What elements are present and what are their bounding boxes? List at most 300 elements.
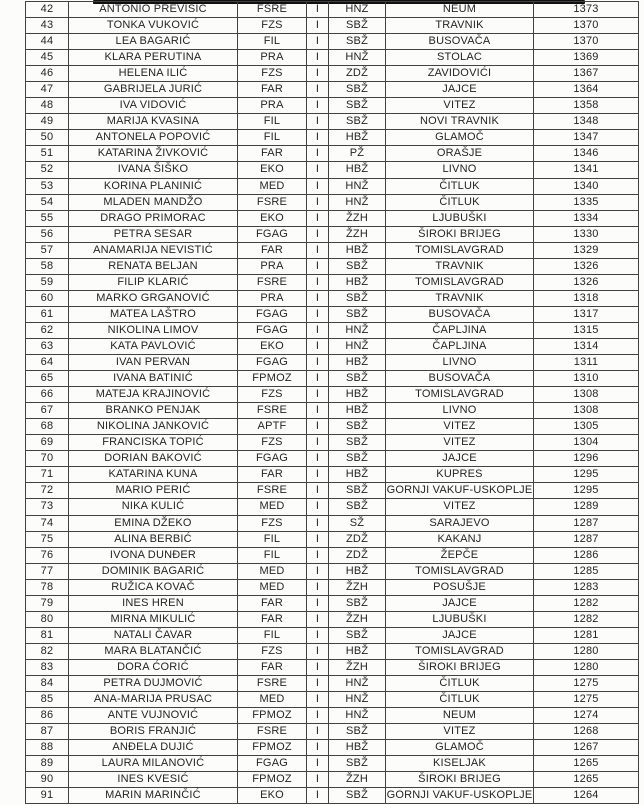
cell-year: I [307, 290, 329, 306]
cell-name: KORINA PLANINIĆ [69, 178, 238, 194]
cell-faculty: FPMOZ [238, 371, 307, 387]
cell-city: LIVNO [386, 355, 534, 371]
cell-points: 1285 [534, 563, 639, 579]
cell-faculty: FGAG [238, 355, 307, 371]
cell-faculty: FIL [238, 114, 307, 130]
cell-points: 1347 [534, 130, 639, 146]
cell-points: 1329 [534, 242, 639, 258]
cell-name: MARIN MARINČIĆ [69, 788, 238, 804]
cell-name: PETRA DUJMOVIĆ [69, 675, 238, 691]
cell-city: ČITLUK [386, 692, 534, 708]
cell-canton: HNŽ [329, 50, 386, 66]
cell-faculty: FZS [238, 66, 307, 82]
cell-year: I [307, 772, 329, 788]
cell-name: ANTONELA POPOVIĆ [69, 130, 238, 146]
cell-canton: SBŽ [329, 627, 386, 643]
table-row [26, 627, 639, 643]
cell-city: NOVI TRAVNIK [386, 114, 534, 130]
cell-year: I [307, 18, 329, 34]
cell-city: JAJCE [386, 451, 534, 467]
cell-name: DOMINIK BAGARIĆ [69, 563, 238, 579]
cell-points: 1280 [534, 643, 639, 659]
cell-points: 1346 [534, 146, 639, 162]
cell-canton: SŽ [329, 515, 386, 531]
cell-name: NIKOLINA JANKOVIĆ [69, 419, 238, 435]
cell-year: I [307, 162, 329, 178]
cell-name: MARIO PERIĆ [69, 483, 238, 499]
cell-points: 1274 [534, 708, 639, 724]
cell-canton: ŽZH [329, 772, 386, 788]
cell-canton: HBŽ [329, 643, 386, 659]
table-row [26, 692, 639, 708]
cell-rank: 81 [26, 627, 69, 643]
cell-points: 1367 [534, 66, 639, 82]
cell-points: 1348 [534, 114, 639, 130]
cell-city: JAJCE [386, 627, 534, 643]
cell-rank: 42 [26, 2, 69, 18]
cell-name: LEA BAGARIĆ [69, 34, 238, 50]
cell-city: ČAPLJINA [386, 338, 534, 354]
cell-name: RENATA BELJAN [69, 258, 238, 274]
cell-rank: 88 [26, 740, 69, 756]
cell-rank: 61 [26, 306, 69, 322]
table-row [26, 66, 639, 82]
cell-city: BUSOVAČA [386, 371, 534, 387]
cell-year: I [307, 467, 329, 483]
cell-city: ŠIROKI BRIJEG [386, 772, 534, 788]
cell-canton: SBŽ [329, 788, 386, 804]
table-row [26, 98, 639, 114]
cell-city: ČITLUK [386, 675, 534, 691]
table-row [26, 274, 639, 290]
cell-year: I [307, 371, 329, 387]
cell-year: I [307, 435, 329, 451]
cell-faculty: FIL [238, 531, 307, 547]
table-row [26, 130, 639, 146]
cell-rank: 82 [26, 643, 69, 659]
cell-points: 1296 [534, 451, 639, 467]
cell-year: I [307, 178, 329, 194]
cell-year: I [307, 643, 329, 659]
cell-name: ANTONIO PREVIŠIĆ [69, 2, 238, 18]
cell-year: I [307, 675, 329, 691]
cell-city: LIVNO [386, 403, 534, 419]
cell-points: 1304 [534, 435, 639, 451]
cell-year: I [307, 483, 329, 499]
cell-year: I [307, 2, 329, 18]
cell-canton: PŽ [329, 146, 386, 162]
cell-rank: 84 [26, 675, 69, 691]
cell-name: KATARINA KUNA [69, 467, 238, 483]
cell-faculty: PRA [238, 50, 307, 66]
cell-city: NEUM [386, 2, 534, 18]
cell-canton: ZDŽ [329, 531, 386, 547]
cell-year: I [307, 50, 329, 66]
table-row [26, 210, 639, 226]
cell-faculty: FGAG [238, 322, 307, 338]
cell-rank: 56 [26, 226, 69, 242]
cell-name: BORIS FRANJIĆ [69, 724, 238, 740]
cell-rank: 80 [26, 611, 69, 627]
cell-city: ŽEPČE [386, 547, 534, 563]
cell-canton: HNŽ [329, 194, 386, 210]
cell-canton: HBŽ [329, 563, 386, 579]
cell-faculty: FGAG [238, 451, 307, 467]
cell-city: ŠIROKI BRIJEG [386, 659, 534, 675]
cell-rank: 76 [26, 547, 69, 563]
cell-points: 1267 [534, 740, 639, 756]
table-row [26, 467, 639, 483]
table-row [26, 162, 639, 178]
cell-points: 1317 [534, 306, 639, 322]
cell-rank: 45 [26, 50, 69, 66]
cell-canton: SBŽ [329, 724, 386, 740]
table-row [26, 34, 639, 50]
cell-points: 1308 [534, 387, 639, 403]
cell-faculty: FAR [238, 595, 307, 611]
cell-canton: SBŽ [329, 419, 386, 435]
cell-points: 1265 [534, 756, 639, 772]
cell-rank: 69 [26, 435, 69, 451]
cell-points: 1340 [534, 178, 639, 194]
cell-year: I [307, 82, 329, 98]
cell-year: I [307, 242, 329, 258]
cell-faculty: FIL [238, 34, 307, 50]
cell-points: 1326 [534, 258, 639, 274]
cell-name: NATALI ČAVAR [69, 627, 238, 643]
cell-city: GORNJI VAKUF-USKOPLJE [386, 788, 534, 804]
cell-name: MIRNA MIKULIĆ [69, 611, 238, 627]
cell-canton: HNŽ [329, 178, 386, 194]
cell-points: 1311 [534, 355, 639, 371]
cell-name: KLARA PERUTINA [69, 50, 238, 66]
cell-faculty: FSRE [238, 724, 307, 740]
cell-rank: 78 [26, 579, 69, 595]
cell-canton: SBŽ [329, 435, 386, 451]
cell-city: VITEZ [386, 98, 534, 114]
cell-canton: SBŽ [329, 98, 386, 114]
cell-year: I [307, 419, 329, 435]
cell-faculty: FGAG [238, 226, 307, 242]
cell-city: TOMISLAVGRAD [386, 242, 534, 258]
cell-city: LJUBUŠKI [386, 611, 534, 627]
cell-year: I [307, 338, 329, 354]
cell-points: 1364 [534, 82, 639, 98]
cell-faculty: FIL [238, 130, 307, 146]
cell-canton: ZDŽ [329, 547, 386, 563]
cell-name: NIKA KULIĆ [69, 499, 238, 515]
cell-faculty: FSRE [238, 483, 307, 499]
cell-name: DRAGO PRIMORAC [69, 210, 238, 226]
cell-rank: 46 [26, 66, 69, 82]
table-row [26, 419, 639, 435]
cell-rank: 57 [26, 242, 69, 258]
cell-points: 1330 [534, 226, 639, 242]
table-row [26, 82, 639, 98]
cell-city: POSUŠJE [386, 579, 534, 595]
cell-city: VITEZ [386, 419, 534, 435]
cell-canton: SBŽ [329, 18, 386, 34]
cell-points: 1295 [534, 483, 639, 499]
cell-city: LJUBUŠKI [386, 210, 534, 226]
cell-canton: SBŽ [329, 499, 386, 515]
cell-name: MATEJA KRAJINOVIĆ [69, 387, 238, 403]
cell-points: 1326 [534, 274, 639, 290]
cell-canton: HNŽ [329, 675, 386, 691]
cell-points: 1289 [534, 499, 639, 515]
cell-points: 1268 [534, 724, 639, 740]
cell-year: I [307, 194, 329, 210]
cell-city: TRAVNIK [386, 18, 534, 34]
cell-points: 1281 [534, 627, 639, 643]
cell-faculty: FAR [238, 611, 307, 627]
cell-year: I [307, 708, 329, 724]
cell-name: DORIAN BAKOVIĆ [69, 451, 238, 467]
cell-city: ZAVIDOVIĆI [386, 66, 534, 82]
cell-faculty: PRA [238, 290, 307, 306]
cell-canton: HNŽ [329, 322, 386, 338]
cell-canton: HNŽ [329, 2, 386, 18]
cell-name: ANAMARIJA NEVISTIĆ [69, 242, 238, 258]
table-row [26, 387, 639, 403]
table-row [26, 371, 639, 387]
cell-city: STOLAC [386, 50, 534, 66]
cell-city: BUSOVAČA [386, 306, 534, 322]
cell-year: I [307, 210, 329, 226]
cell-points: 1335 [534, 194, 639, 210]
cell-points: 1282 [534, 595, 639, 611]
table-row [26, 675, 639, 691]
cell-year: I [307, 274, 329, 290]
table-row [26, 531, 639, 547]
cell-points: 1283 [534, 579, 639, 595]
cell-faculty: FSRE [238, 403, 307, 419]
table-row [26, 338, 639, 354]
cell-city: ČITLUK [386, 178, 534, 194]
cell-city: VITEZ [386, 435, 534, 451]
cell-points: 1295 [534, 467, 639, 483]
cell-city: GLAMOČ [386, 130, 534, 146]
cell-year: I [307, 306, 329, 322]
cell-rank: 50 [26, 130, 69, 146]
cell-faculty: FAR [238, 659, 307, 675]
cell-rank: 58 [26, 258, 69, 274]
cell-year: I [307, 387, 329, 403]
cell-year: I [307, 531, 329, 547]
cell-faculty: FGAG [238, 756, 307, 772]
cell-city: VITEZ [386, 499, 534, 515]
cell-city: ORAŠJE [386, 146, 534, 162]
cell-year: I [307, 322, 329, 338]
cell-year: I [307, 403, 329, 419]
cell-rank: 66 [26, 387, 69, 403]
table-row [26, 772, 639, 788]
cell-canton: SBŽ [329, 290, 386, 306]
cell-faculty: EKO [238, 210, 307, 226]
cell-rank: 65 [26, 371, 69, 387]
cell-name: ANA-MARIJA PRUSAC [69, 692, 238, 708]
cell-name: IVA VIDOVIĆ [69, 98, 238, 114]
cell-points: 1287 [534, 515, 639, 531]
cell-points: 1370 [534, 18, 639, 34]
cell-name: PETRA SESAR [69, 226, 238, 242]
cell-canton: HNŽ [329, 338, 386, 354]
cell-year: I [307, 724, 329, 740]
cell-city: TOMISLAVGRAD [386, 387, 534, 403]
cell-year: I [307, 692, 329, 708]
table-row [26, 451, 639, 467]
cell-canton: HBŽ [329, 242, 386, 258]
cell-city: TOMISLAVGRAD [386, 563, 534, 579]
table-row [26, 595, 639, 611]
cell-points: 1358 [534, 98, 639, 114]
cell-year: I [307, 515, 329, 531]
cell-name: MARIJA KVASINA [69, 114, 238, 130]
cell-name: ANĐELA DUJIĆ [69, 740, 238, 756]
ranking-table-body [26, 2, 639, 804]
cell-points: 1275 [534, 675, 639, 691]
cell-name: MLADEN MANDŽO [69, 194, 238, 210]
cell-canton: SBŽ [329, 34, 386, 50]
ranking-table [25, 1, 639, 804]
cell-rank: 75 [26, 531, 69, 547]
cell-faculty: FZS [238, 643, 307, 659]
table-row [26, 355, 639, 371]
cell-city: SARAJEVO [386, 515, 534, 531]
cell-faculty: MED [238, 499, 307, 515]
cell-faculty: MED [238, 579, 307, 595]
cell-points: 1310 [534, 371, 639, 387]
cell-rank: 73 [26, 499, 69, 515]
cell-city: GLAMOČ [386, 740, 534, 756]
cell-rank: 91 [26, 788, 69, 804]
cell-canton: SBŽ [329, 756, 386, 772]
table-row [26, 659, 639, 675]
cell-rank: 70 [26, 451, 69, 467]
cell-rank: 63 [26, 338, 69, 354]
table-row [26, 756, 639, 772]
table-row [26, 242, 639, 258]
cell-name: DORA ĆORIĆ [69, 659, 238, 675]
cell-canton: HBŽ [329, 162, 386, 178]
cell-rank: 44 [26, 34, 69, 50]
cell-faculty: FAR [238, 146, 307, 162]
cell-year: I [307, 659, 329, 675]
cell-canton: ŽZH [329, 226, 386, 242]
cell-canton: SBŽ [329, 451, 386, 467]
table-row [26, 611, 639, 627]
cell-year: I [307, 146, 329, 162]
cell-faculty: EKO [238, 788, 307, 804]
cell-year: I [307, 258, 329, 274]
cell-faculty: FSRE [238, 2, 307, 18]
cell-year: I [307, 756, 329, 772]
table-row [26, 740, 639, 756]
cell-city: BUSOVAČA [386, 34, 534, 50]
cell-points: 1373 [534, 2, 639, 18]
table-row [26, 18, 639, 34]
cell-year: I [307, 563, 329, 579]
cell-rank: 86 [26, 708, 69, 724]
cell-points: 1315 [534, 322, 639, 338]
cell-year: I [307, 611, 329, 627]
cell-canton: SBŽ [329, 483, 386, 499]
cell-canton: ŽZH [329, 579, 386, 595]
cell-name: KATARINA ŽIVKOVIĆ [69, 146, 238, 162]
cell-year: I [307, 627, 329, 643]
cell-canton: SBŽ [329, 82, 386, 98]
cell-points: 1370 [534, 34, 639, 50]
cell-canton: ŽZH [329, 210, 386, 226]
cell-rank: 60 [26, 290, 69, 306]
table-row [26, 322, 639, 338]
cell-faculty: PRA [238, 258, 307, 274]
cell-faculty: FZS [238, 515, 307, 531]
cell-rank: 89 [26, 756, 69, 772]
cell-city: ČAPLJINA [386, 322, 534, 338]
cell-city: JAJCE [386, 82, 534, 98]
cell-rank: 87 [26, 724, 69, 740]
table-row [26, 403, 639, 419]
cell-points: 1341 [534, 162, 639, 178]
table-row [26, 194, 639, 210]
cell-city: NEUM [386, 708, 534, 724]
cell-rank: 71 [26, 467, 69, 483]
cell-points: 1264 [534, 788, 639, 804]
cell-faculty: MED [238, 563, 307, 579]
cell-faculty: FZS [238, 387, 307, 403]
cell-name: GABRIJELA JURIĆ [69, 82, 238, 98]
table-row [26, 563, 639, 579]
cell-faculty: FAR [238, 82, 307, 98]
cell-points: 1369 [534, 50, 639, 66]
cell-name: MARKO GRGANOVIĆ [69, 290, 238, 306]
cell-rank: 62 [26, 322, 69, 338]
table-row [26, 724, 639, 740]
cell-canton: SBŽ [329, 371, 386, 387]
cell-name: ALINA BERBIĆ [69, 531, 238, 547]
cell-canton: ŽZH [329, 611, 386, 627]
cell-canton: HNŽ [329, 708, 386, 724]
cell-faculty: FSRE [238, 194, 307, 210]
table-row [26, 146, 639, 162]
cell-city: KUPRES [386, 467, 534, 483]
cell-name: IVONA DUNĐER [69, 547, 238, 563]
cell-city: KISELJAK [386, 756, 534, 772]
cell-rank: 53 [26, 178, 69, 194]
cell-year: I [307, 595, 329, 611]
cell-rank: 79 [26, 595, 69, 611]
cell-points: 1334 [534, 210, 639, 226]
cell-name: NIKOLINA LIMOV [69, 322, 238, 338]
cell-faculty: APTF [238, 419, 307, 435]
table-row [26, 435, 639, 451]
cell-name: INES KVESIĆ [69, 772, 238, 788]
cell-faculty: FGAG [238, 306, 307, 322]
cell-faculty: FPMOZ [238, 708, 307, 724]
cell-canton: SBŽ [329, 306, 386, 322]
cell-canton: HBŽ [329, 403, 386, 419]
cell-rank: 90 [26, 772, 69, 788]
cell-city: VITEZ [386, 724, 534, 740]
cell-city: ŠIROKI BRIJEG [386, 226, 534, 242]
table-row [26, 50, 639, 66]
cell-points: 1286 [534, 547, 639, 563]
cell-canton: HBŽ [329, 355, 386, 371]
table-row [26, 114, 639, 130]
cell-canton: ZDŽ [329, 66, 386, 82]
cell-name: BRANKO PENJAK [69, 403, 238, 419]
